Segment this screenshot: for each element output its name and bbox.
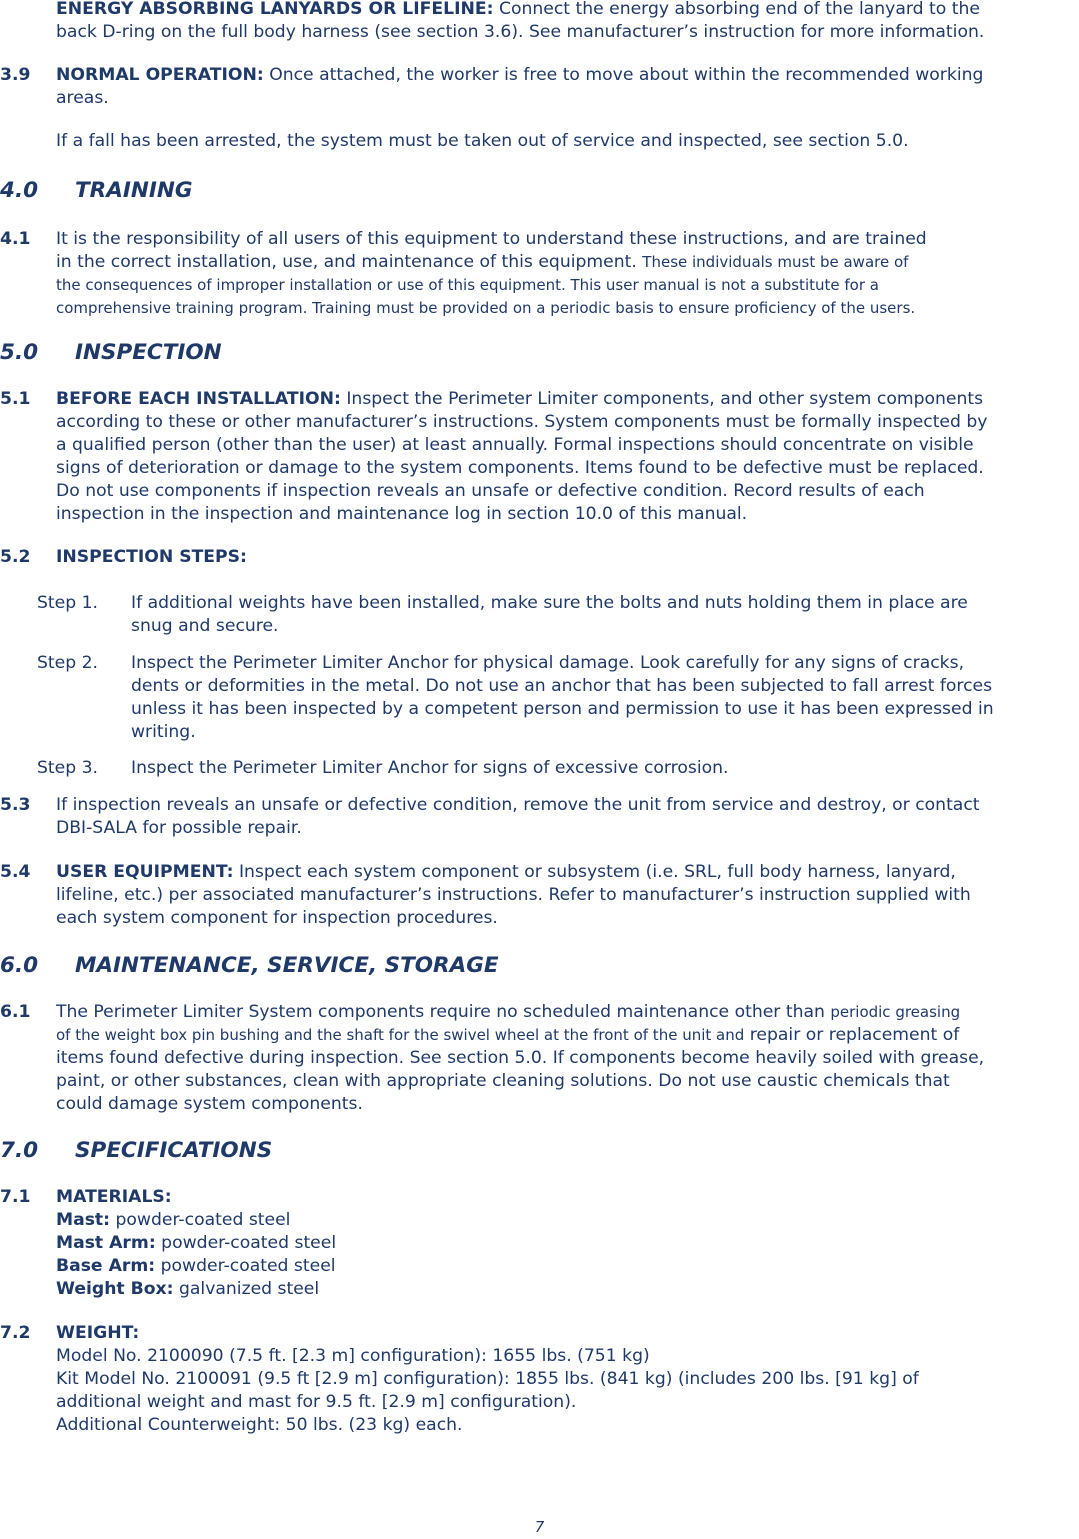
text-line: Inspect the Perimeter Limiter components, and other system components xyxy=(346,389,984,409)
text-line: Inspect the Perimeter Limiter Anchor for signs of excessive corrosion. xyxy=(131,758,729,778)
heading-title: MAINTENANCE, SERVICE, STORAGE xyxy=(75,953,499,978)
section-number: 5.4 xyxy=(0,862,31,882)
section-3-9-fall-note xyxy=(56,130,1079,153)
text-line: These individuals must be aware of xyxy=(642,253,909,271)
page-number: 7 xyxy=(534,1518,545,1536)
text-line: repair or replacement of xyxy=(749,1025,960,1045)
text-line: Connect the energy absorbing end of the lanyard to the xyxy=(498,0,980,19)
section-5-3-paragraph xyxy=(56,794,1079,840)
text-line: unless it has been inspected by a competent person and permission to use it has been expressed in xyxy=(131,699,994,719)
material-value: powder-coated steel xyxy=(161,1233,337,1253)
step-label: Step 3. xyxy=(37,758,98,778)
text-line: dents or deformities in the metal. Do not use an anchor that has been subjected to fall arrest forces xyxy=(131,676,993,696)
materials-lead: MATERIALS: xyxy=(56,1187,172,1207)
section-5-4-paragraph xyxy=(56,861,1079,930)
section-number: 7.1 xyxy=(0,1187,31,1207)
text-line: Additional Counterweight: 50 lbs. (23 kg) each. xyxy=(56,1415,463,1435)
text-line: could damage system components. xyxy=(56,1094,363,1114)
text-line: the consequences of improper installation or use of this equipment. This user manual is not a substitute for a xyxy=(56,276,879,294)
text-line: of the weight box pin bushing and the shaft for the swivel wheel at the front of the unit and xyxy=(56,1026,745,1044)
material-item xyxy=(56,1278,1079,1301)
heading-title: INSPECTION xyxy=(75,340,222,365)
material-item xyxy=(56,1232,1079,1255)
section-number: 6.1 xyxy=(0,1002,31,1022)
text-line: comprehensive training program. Training must be provided on a periodic basis to ensure proﬁciency of the users. xyxy=(56,299,916,317)
section-number: 7.2 xyxy=(0,1323,31,1343)
energy-absorbing-lead: ENERGY ABSORBING LANYARDS OR LIFELINE: xyxy=(56,0,494,19)
section-3-8-paragraph xyxy=(56,0,1079,44)
normal-operation-lead: NORMAL OPERATION: xyxy=(56,65,264,85)
text-line: It is the responsibility of all users of this equipment to understand these instructions, and are trained xyxy=(56,229,927,249)
text-line: Kit Model No. 2100091 (9.5 ft [2.9 m] conﬁguration): 1855 lbs. (841 kg) (includes 200 lbs. [91 kg] of xyxy=(56,1369,919,1389)
heading-maintenance xyxy=(0,953,499,979)
material-value: powder-coated steel xyxy=(115,1210,291,1230)
material-item xyxy=(56,1209,1079,1232)
step-label: Step 1. xyxy=(37,593,98,613)
step-2-text xyxy=(131,652,1079,744)
text-line: Inspect the Perimeter Limiter Anchor for physical damage. Look carefully for any signs of cracks, xyxy=(131,653,965,673)
material-label: Mast: xyxy=(56,1210,111,1230)
before-installation-lead: BEFORE EACH INSTALLATION: xyxy=(56,389,341,409)
weight-lead: WEIGHT: xyxy=(56,1323,140,1343)
text-line: DBI-SALA for possible repair. xyxy=(56,818,302,838)
text-line: back D-ring on the full body harness (see section 3.6). See manufacturer’s instruction for more information. xyxy=(56,22,985,42)
material-value: powder-coated steel xyxy=(160,1256,336,1276)
text-line: according to these or other manufacturer’s instructions. System components must be formally inspected by xyxy=(56,412,988,432)
text-line: in the correct installation, use, and maintenance of this equipment. xyxy=(56,252,637,272)
text-line: additional weight and mast for 9.5 ft. [2.9 m] conﬁguration). xyxy=(56,1392,577,1412)
heading-title: SPECIFICATIONS xyxy=(75,1138,273,1163)
heading-inspection xyxy=(0,340,222,366)
material-label: Mast Arm: xyxy=(56,1233,156,1253)
heading-title: TRAINING xyxy=(75,178,193,203)
text-line: periodic greasing xyxy=(830,1003,961,1021)
section-number: 3.9 xyxy=(0,65,31,85)
text-line: each system component for inspection procedures. xyxy=(56,908,498,928)
section-3-9-paragraph xyxy=(56,64,1079,110)
section-7-2-weight xyxy=(56,1322,1079,1437)
heading-training xyxy=(0,178,193,204)
section-number: 5.3 xyxy=(0,795,31,815)
text-line: If additional weights have been installed, make sure the bolts and nuts holding them in place are xyxy=(131,593,968,613)
text-line: paint, or other substances, clean with appropriate cleaning solutions. Do not use caustic chemicals that xyxy=(56,1071,950,1091)
text-line: inspection in the inspection and maintenance log in section 10.0 of this manual. xyxy=(56,504,748,524)
step-1-text xyxy=(131,592,1079,638)
text-line: snug and secure. xyxy=(131,616,279,636)
section-number: 4.1 xyxy=(0,229,31,249)
heading-number: 5.0 xyxy=(0,340,39,365)
text-line: If inspection reveals an unsafe or defective condition, remove the unit from service and destroy, or contact xyxy=(56,795,980,815)
text-line: a qualiﬁed person (other than the user) at least annually. Formal inspections should concentrate on visible xyxy=(56,435,974,455)
heading-specifications xyxy=(0,1138,273,1164)
material-value: galvanized steel xyxy=(178,1279,320,1299)
material-label: Weight Box: xyxy=(56,1279,174,1299)
section-5-2-heading xyxy=(56,546,1079,569)
text-line: items found defective during inspection. See section 5.0. If components become heavily soiled with grease, xyxy=(56,1048,985,1068)
text-line: lifeline, etc.) per associated manufacturer’s instructions. Refer to manufacturer’s instruction supplied with xyxy=(56,885,971,905)
text-line: Model No. 2100090 (7.5 ft. [2.3 m] conﬁguration): 1655 lbs. (751 kg) xyxy=(56,1346,650,1366)
text-line: Do not use components if inspection reveals an unsafe or defective condition. Record results of each xyxy=(56,481,925,501)
text-line: The Perimeter Limiter System components require no scheduled maintenance other than xyxy=(56,1002,825,1022)
inspection-steps-lead: INSPECTION STEPS: xyxy=(56,547,247,567)
text-line: Once attached, the worker is free to move about within the recommended working xyxy=(269,65,984,85)
section-4-1-paragraph xyxy=(56,228,1079,320)
heading-number: 4.0 xyxy=(0,178,39,203)
heading-number: 6.0 xyxy=(0,953,39,978)
section-6-1-paragraph xyxy=(56,1001,1079,1116)
section-7-1-materials xyxy=(56,1186,1079,1301)
text-line: Inspect each system component or subsystem (i.e. SRL, full body harness, lanyard, xyxy=(238,862,956,882)
text-line: writing. xyxy=(131,722,196,742)
step-3-text xyxy=(131,757,1079,780)
text-line: signs of deterioration or damage to the system components. Items found to be defective must be replaced. xyxy=(56,458,984,478)
material-label: Base Arm: xyxy=(56,1256,156,1276)
step-label: Step 2. xyxy=(37,653,98,673)
text-line: areas. xyxy=(56,88,109,108)
material-item xyxy=(56,1255,1079,1278)
section-5-1-paragraph xyxy=(56,388,1079,526)
section-number: 5.1 xyxy=(0,389,31,409)
user-equipment-lead: USER EQUIPMENT: xyxy=(56,862,234,882)
heading-number: 7.0 xyxy=(0,1138,39,1163)
section-number: 5.2 xyxy=(0,547,31,567)
text-line: If a fall has been arrested, the system must be taken out of service and inspected, see section 5.0. xyxy=(56,131,909,151)
